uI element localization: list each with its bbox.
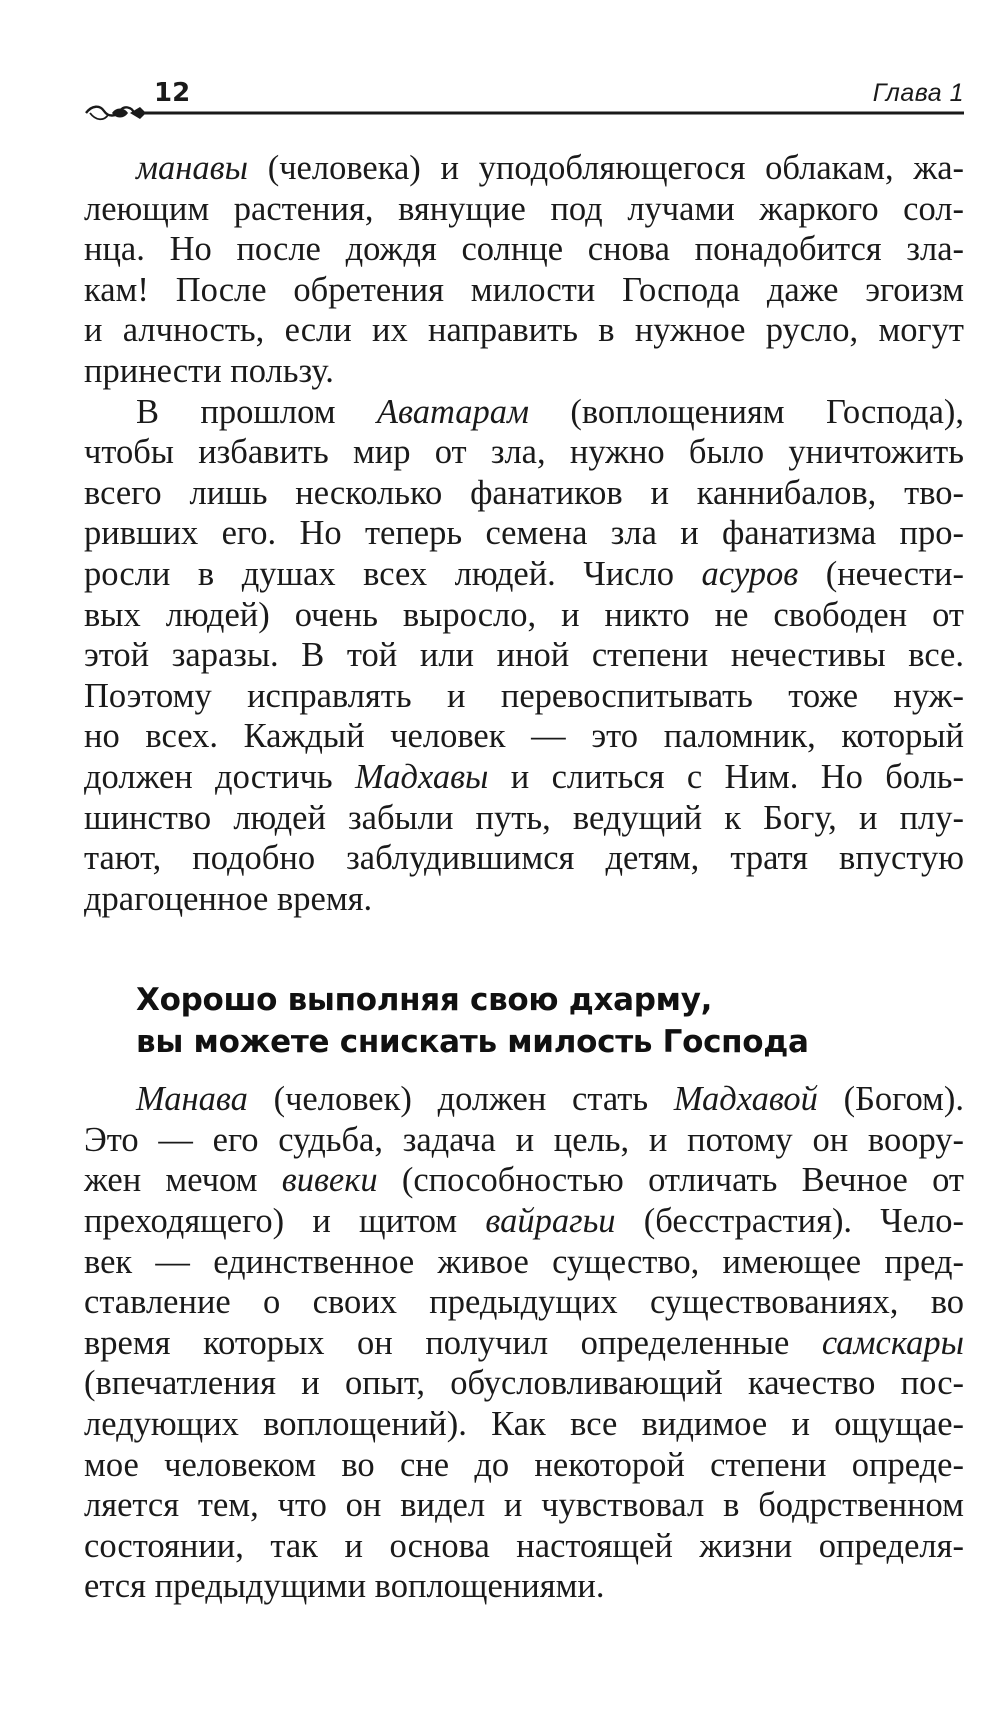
text-line bbox=[84, 270, 964, 311]
italic-term: самскары bbox=[821, 1323, 964, 1362]
text-run: росли в душах всех людей. Число bbox=[84, 554, 702, 593]
text-run: (впечатления и опыт, обусловливающий качество пос- bbox=[84, 1364, 964, 1403]
text-line bbox=[84, 1201, 964, 1242]
text-line bbox=[84, 879, 964, 920]
text-line bbox=[84, 798, 964, 839]
text-run: (бесстрастия). Чело- bbox=[615, 1202, 964, 1241]
text-run: вых людей) очень выросло, и никто не свободен от bbox=[84, 595, 964, 634]
paragraph bbox=[84, 392, 964, 920]
text-line bbox=[84, 1323, 964, 1364]
page-number: 12 bbox=[154, 78, 191, 108]
ornament-flourish-icon bbox=[84, 98, 964, 128]
text-run: жен мечом bbox=[84, 1161, 282, 1200]
text-line bbox=[84, 189, 964, 230]
text-line bbox=[84, 1079, 964, 1120]
text-run: принести пользу. bbox=[84, 351, 334, 390]
text-line bbox=[84, 310, 964, 351]
italic-term: Мадхавой bbox=[673, 1080, 818, 1119]
text-run: мое человеком во сне до некоторой степени опреде- bbox=[84, 1445, 964, 1484]
text-line bbox=[84, 1526, 964, 1567]
text-run: ляется тем, что он видел и чувствовал в бодрственном bbox=[84, 1486, 964, 1525]
text-run: В прошлом bbox=[136, 392, 377, 431]
paragraph bbox=[84, 148, 964, 392]
text-run: шинство людей забыли путь, ведущий к Богу, и плу- bbox=[84, 798, 964, 837]
text-line bbox=[84, 1445, 964, 1486]
text-line bbox=[84, 432, 964, 473]
text-line bbox=[84, 595, 964, 636]
italic-term: вивеки bbox=[281, 1161, 378, 1200]
text-line bbox=[84, 473, 964, 514]
text-line bbox=[84, 1282, 964, 1323]
text-run: состоянии, так и основа настоящей жизни определя- bbox=[84, 1526, 964, 1565]
text-run: драгоценное время. bbox=[84, 879, 373, 918]
text-run: нца. Но после дождя солнце снова понадобится зла- bbox=[84, 230, 964, 269]
text-line bbox=[84, 1363, 964, 1404]
text-run: ривших его. Но теперь семена зла и фанатизма про- bbox=[84, 514, 964, 553]
text-run: всего лишь несколько фанатиков и каннибалов, тво- bbox=[84, 473, 964, 512]
text-run: и алчность, если их направить в нужное русло, могут bbox=[84, 311, 964, 350]
text-line bbox=[84, 1566, 964, 1607]
text-run: но всех. Каждый человек — это паломник, который bbox=[84, 717, 964, 756]
text-line bbox=[84, 635, 964, 676]
italic-term: Манава bbox=[136, 1080, 248, 1119]
text-run: Это — его судьба, задача и цель, и потому он воору- bbox=[84, 1120, 964, 1159]
text-run: чтобы избавить мир от зла, нужно было уничтожить bbox=[84, 433, 964, 472]
text-line bbox=[84, 148, 964, 189]
text-line bbox=[84, 1485, 964, 1526]
text-line bbox=[84, 392, 964, 433]
text-run: и слиться с Ним. Но боль- bbox=[488, 757, 965, 796]
text-run: ется предыдущими воплощениями. bbox=[84, 1567, 605, 1606]
text-run: (человека) и уподобляющегося облакам, жа- bbox=[247, 149, 964, 187]
chapter-label: Глава 1 bbox=[872, 79, 964, 107]
text-run: кам! После обретения милости Господа даже эгоизм bbox=[84, 270, 964, 309]
text-line bbox=[84, 716, 964, 757]
text-run: (нечести- bbox=[798, 554, 964, 593]
paragraph bbox=[84, 1079, 964, 1607]
text-run: Поэтому исправлять и перевоспитывать тоже нуж- bbox=[84, 676, 964, 715]
text-run: должен достичь bbox=[84, 757, 356, 796]
text-run: этой заразы. В той или иной степени нечестивы все. bbox=[84, 636, 964, 675]
text-run: ледующих воплощений). Как все видимое и ощущае- bbox=[84, 1405, 964, 1444]
text-run: век — единственное живое существо, имеющее пред- bbox=[84, 1242, 964, 1281]
section-heading bbox=[136, 979, 964, 1063]
text-line bbox=[84, 1404, 964, 1445]
italic-term: асуров bbox=[701, 554, 799, 593]
text-run: ставление о своих предыдущих существованиях, во bbox=[84, 1283, 964, 1322]
text-line bbox=[84, 676, 964, 717]
text-run: (человек) должен стать bbox=[247, 1080, 674, 1119]
text-line bbox=[84, 229, 964, 270]
text-line bbox=[84, 757, 964, 798]
italic-term: Аватарам bbox=[376, 392, 530, 431]
text-line bbox=[84, 554, 964, 595]
italic-term: Мадхавы bbox=[355, 757, 489, 796]
text-line bbox=[84, 351, 964, 392]
section-heading-line-2: вы можете снискать милость Господа bbox=[136, 1024, 809, 1061]
body-text bbox=[84, 148, 964, 1607]
running-head bbox=[84, 78, 964, 128]
text-run: (способностью отличать Вечное от bbox=[377, 1161, 964, 1200]
text-run: (Богом). bbox=[817, 1080, 964, 1119]
text-line bbox=[84, 513, 964, 554]
text-run: (воплощениям Господа), bbox=[529, 392, 964, 431]
text-line bbox=[84, 1120, 964, 1161]
italic-term: вайрагьи bbox=[485, 1202, 616, 1241]
text-run: леющим растения, вянущие под лучами жаркого сол- bbox=[84, 189, 964, 228]
text-run: преходящего) и щитом bbox=[84, 1202, 486, 1241]
text-line bbox=[84, 838, 964, 879]
text-run: тают, подобно заблудившимся детям, тратя впустую bbox=[84, 839, 964, 878]
text-run: время которых он получил определенные bbox=[84, 1323, 822, 1362]
italic-term: манавы bbox=[136, 149, 248, 187]
text-line bbox=[84, 1242, 964, 1283]
text-line bbox=[84, 1160, 964, 1201]
section-heading-line-1: Хорошо выполняя свою дхарму, bbox=[136, 982, 713, 1019]
